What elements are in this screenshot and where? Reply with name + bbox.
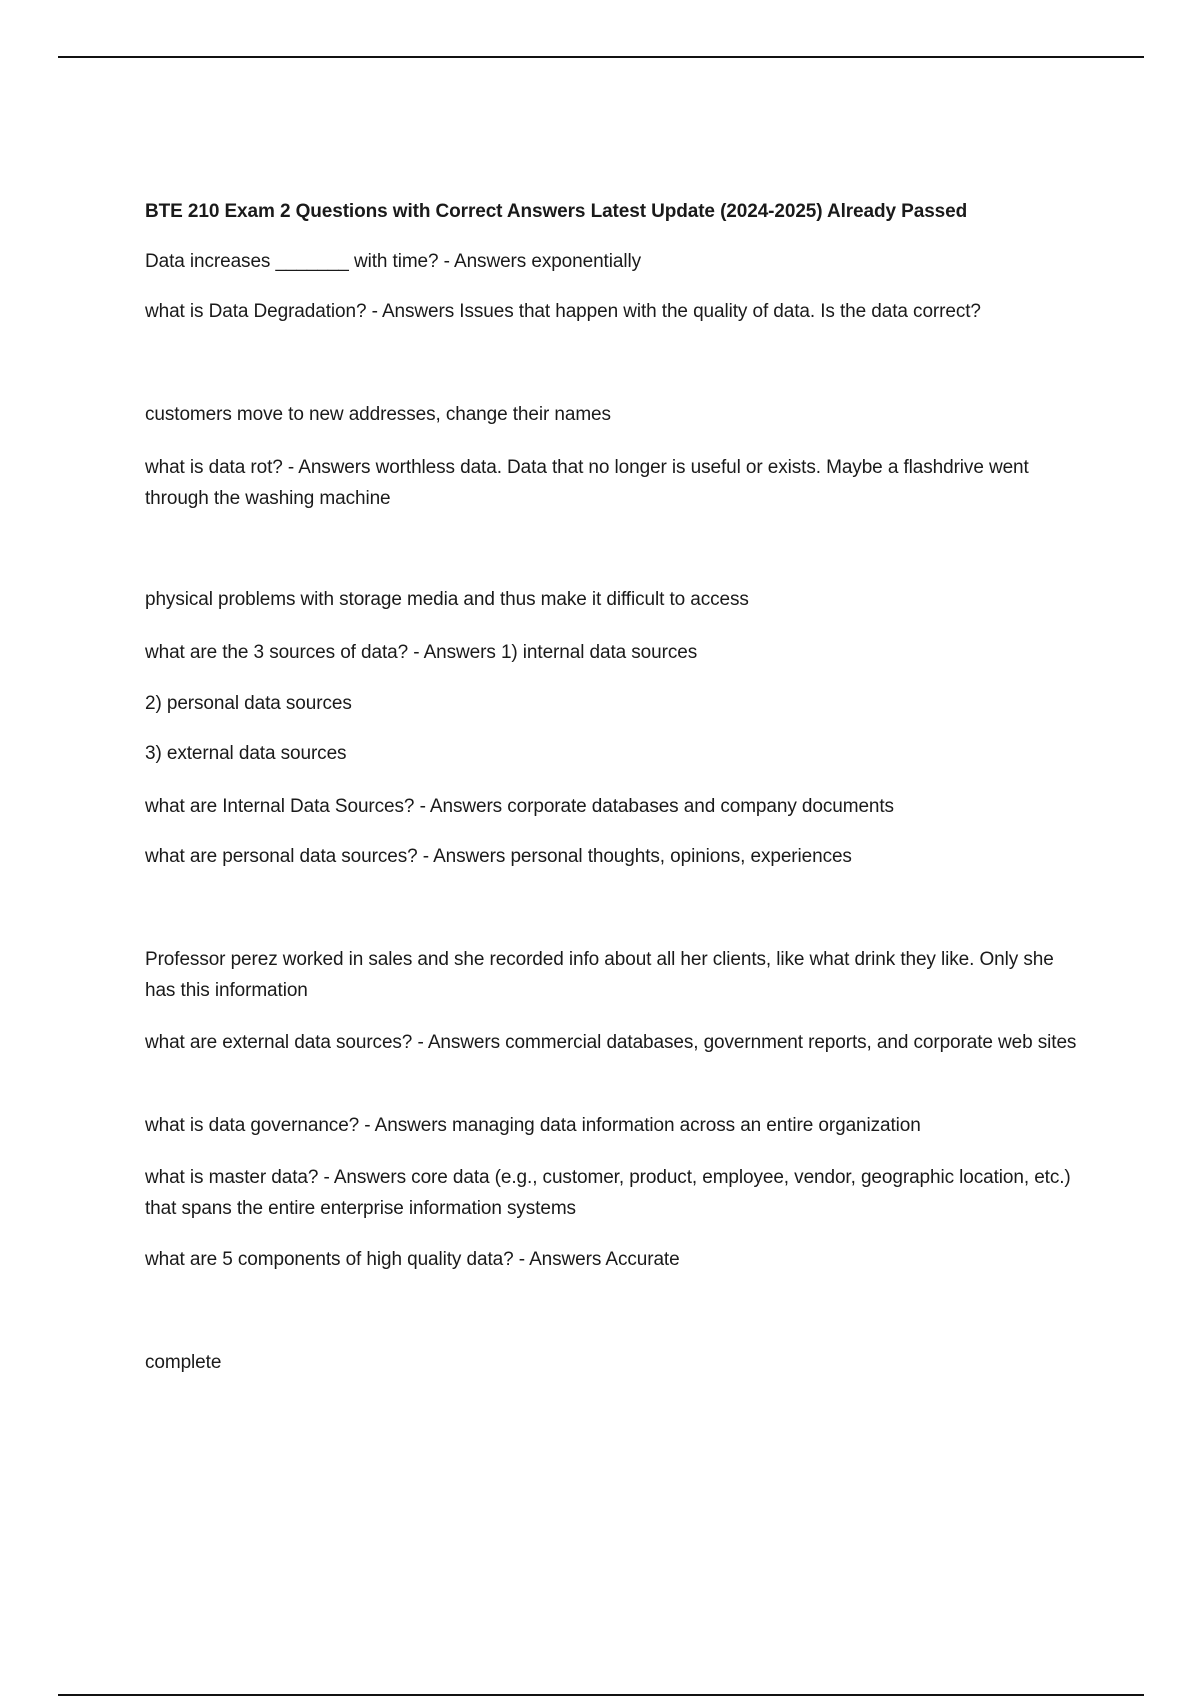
paragraph: Professor perez worked in sales and she recorded info about all her clients, like what drink they like. Only she has this information: [145, 949, 1054, 1001]
paragraph: what is master data? - Answers core data (e.g., customer, product, employee, vendor, geographic location, etc.) that spans the entire enterprise information systems: [145, 1167, 1071, 1219]
paragraph: 3) external data sources: [145, 743, 347, 764]
paragraph: what are personal data sources? - Answers personal thoughts, opinions, experiences: [145, 846, 852, 867]
document-title: BTE 210 Exam 2 Questions with Correct Answers Latest Update (2024-2025) Already Passed: [145, 201, 968, 222]
paragraph: complete: [145, 1352, 222, 1373]
paragraph: physical problems with storage media and thus make it difficult to access: [145, 589, 749, 610]
paragraph: what is data rot? - Answers worthless data. Data that no longer is useful or exists. Maybe a flashdrive went through the washing machine: [145, 457, 1029, 509]
paragraph: Data increases _______ with time? - Answers exponentially: [145, 251, 641, 272]
paragraph: what is Data Degradation? - Answers Issues that happen with the quality of data. Is the data correct?: [145, 301, 981, 322]
paragraph: customers move to new addresses, change their names: [145, 404, 611, 425]
paragraph: what are 5 components of high quality data? - Answers Accurate: [145, 1249, 680, 1270]
paragraph: what are external data sources? - Answers commercial databases, government reports, and corporate web sites: [145, 1032, 1077, 1053]
paragraph: what are the 3 sources of data? - Answers 1) internal data sources: [145, 642, 698, 663]
top-rule: [58, 56, 1144, 58]
bottom-rule: [58, 1694, 1144, 1696]
paragraph: what are Internal Data Sources? - Answers corporate databases and company documents: [145, 796, 894, 817]
paragraph: what is data governance? - Answers managing data information across an entire organization: [145, 1115, 921, 1136]
paragraph: 2) personal data sources: [145, 693, 352, 714]
